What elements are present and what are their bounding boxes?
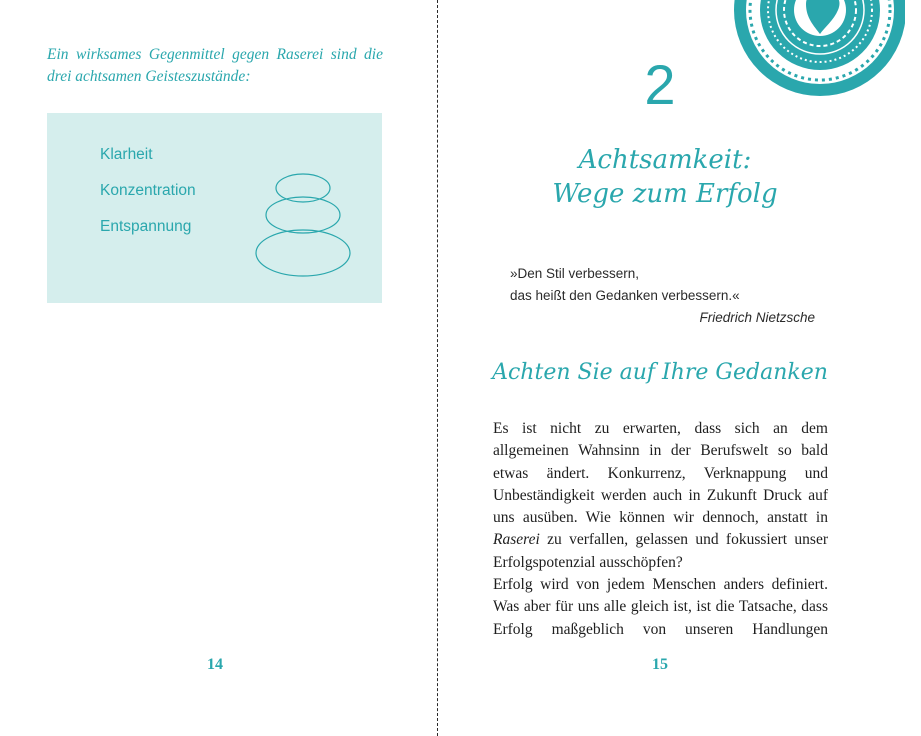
- chapter-title-line: Wege zum Erfolg: [552, 179, 778, 209]
- mind-state-item: Konzentration: [100, 182, 196, 199]
- body-text: [493, 418, 828, 641]
- body-paragraph: [493, 418, 828, 574]
- section-heading: Achten Sie auf Ihre Gedanken: [492, 360, 828, 385]
- chapter-number: 2: [644, 53, 676, 116]
- quote-author: Friedrich Nietzsche: [699, 310, 815, 325]
- body-paragraph: Erfolg wird von jedem Menschen anders definiert. Was aber für uns alle gleich ist, ist die Tatsache, dass Erfolg maßgeblich von unseren Handlungen: [493, 576, 828, 638]
- paragraph-text: Es ist nicht zu erwarten, dass sich an dem allgemeinen Wahnsinn in der Berufswelt so bald etwas ändert. Konkurrenz, Verknappung und Unbeständigkeit werden auch in Zukunft Druck auf uns ausüben. Wie können wir dennoch, anstatt in: [493, 420, 828, 527]
- mind-states-list: [100, 143, 196, 251]
- intro-text: Ein wirksames Gegenmittel gegen Raserei sind die drei achtsamen Geisteszustände:: [47, 46, 383, 85]
- chapter-title-line: Achtsamkeit:: [578, 145, 752, 175]
- mind-states-box: [47, 113, 382, 303]
- page-number-left: 14: [207, 656, 223, 673]
- epigraph-quote: [510, 263, 815, 329]
- stacked-stones-icon: [249, 141, 359, 281]
- paragraph-emphasis: Raserei: [493, 531, 540, 549]
- right-page: [440, 0, 921, 736]
- chapter-title: [535, 143, 795, 211]
- quote-line: »Den Stil verbessern,: [510, 266, 640, 281]
- paragraph-text: zu verfallen, gelassen und fokussiert unser Erfolgspotenzial ausschöpfen?: [493, 531, 828, 571]
- mind-state-item: Entspannung: [100, 218, 192, 235]
- mind-state-item: Klarheit: [100, 146, 153, 163]
- page-gutter-divider: [437, 0, 438, 736]
- page-number-right: 15: [652, 656, 668, 673]
- quote-line: das heißt den Gedanken verbessern.«: [510, 288, 740, 303]
- left-page: [0, 0, 436, 736]
